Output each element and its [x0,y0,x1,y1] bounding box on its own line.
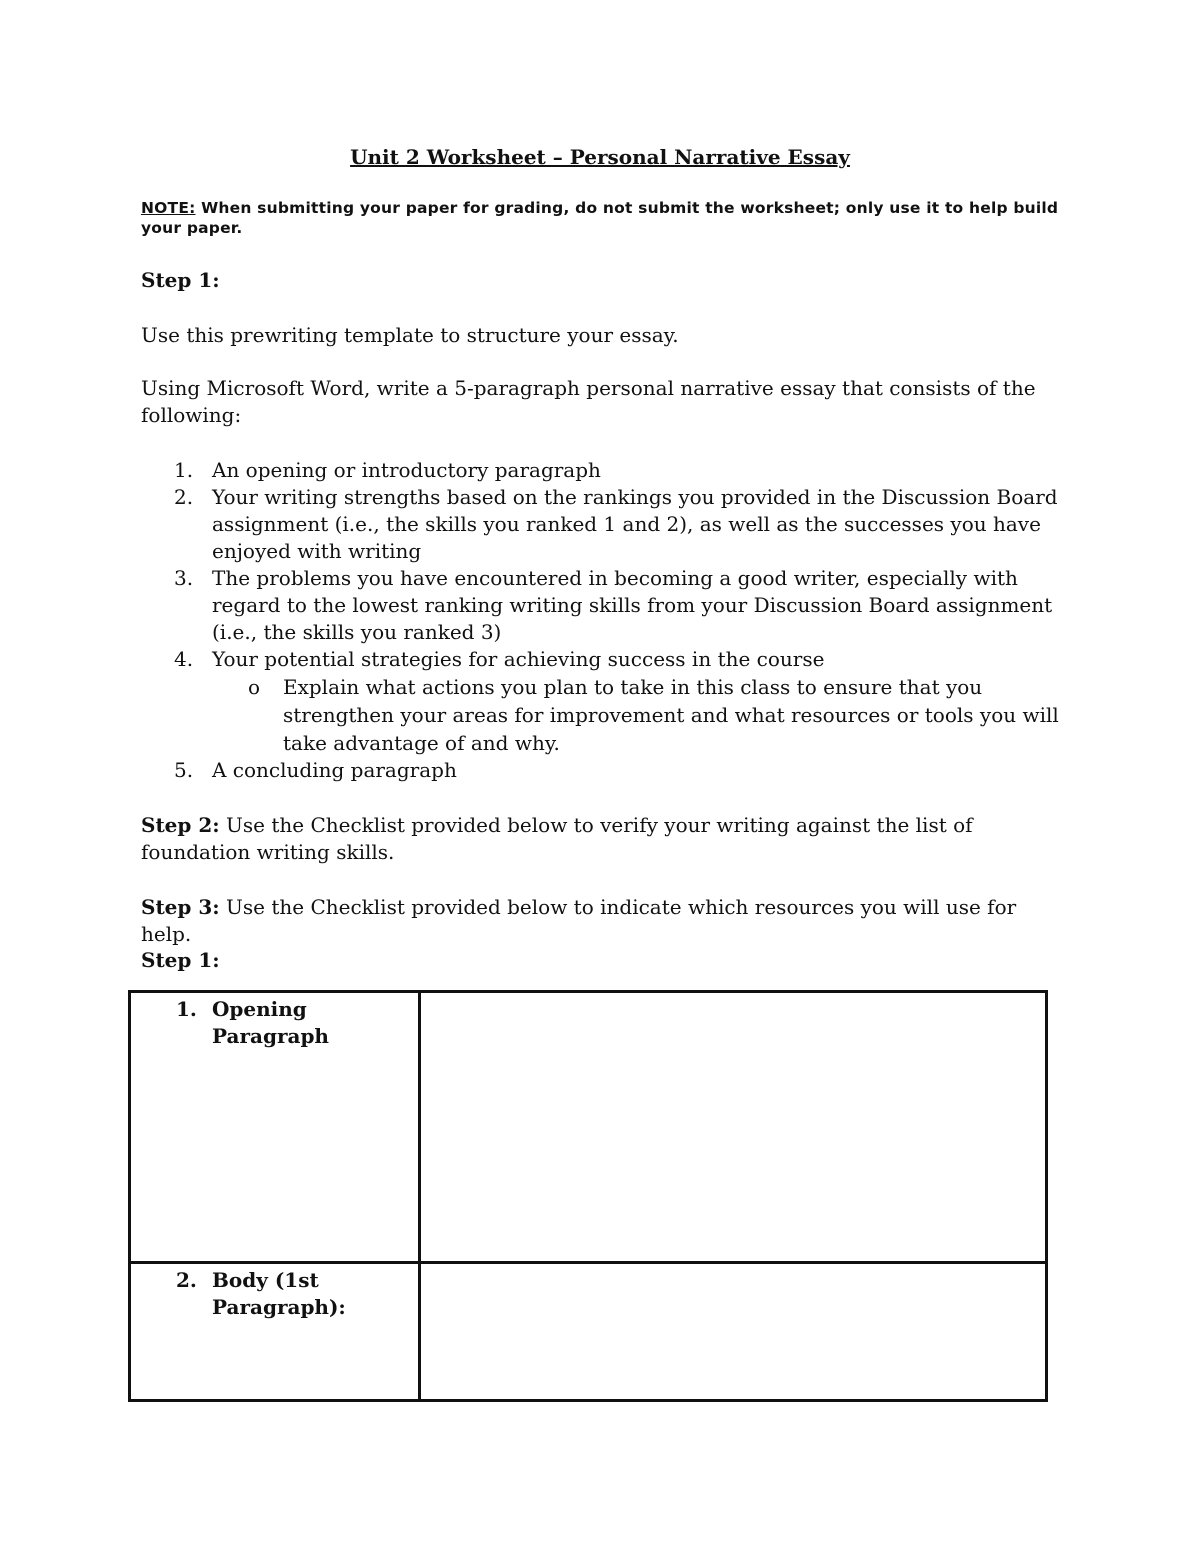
list-text: Your writing strengths based on the rankings you provided in the Discussion Board assignment (i.e., the skills you ranked 1 and 2), as well as the successes you have enjoyed with writing [212,485,1058,563]
sub-bullet: o [248,675,261,699]
step-one-heading: Step 1: [141,268,220,292]
strategy-sub-item [212,673,1071,757]
list-item [141,457,1071,484]
table-row-label: Body (1st Paragraph): [212,1268,346,1319]
note-text: When submitting your paper for grading, do not submit the worksheet; only use it to help build your paper. [141,199,1059,237]
list-text: A concluding paragraph [212,758,457,782]
list-item [141,565,1071,646]
table-row-number: 2. [176,1268,197,1292]
list-text: An opening or introductory paragraph [212,458,601,482]
note-label: NOTE: [141,199,196,217]
list-item [141,646,1071,673]
list-number: 1. [174,458,194,482]
prewriting-template-table [128,990,1048,1402]
list-text: Your potential strategies for achieving success in the course [212,647,825,671]
step-two-text: Use the Checklist provided below to verify your writing against the list of foundation writing skills. [141,813,973,864]
prewriting-instruction: Use this prewriting template to structure your essay. [141,323,679,347]
submission-note [141,198,1071,238]
list-number: 5. [174,758,194,782]
worksheet-title: Unit 2 Worksheet – Personal Narrative Essay [350,145,850,169]
essay-intro-instruction: Using Microsoft Word, write a 5-paragraph personal narrative essay that consists of the following: [141,376,1036,427]
opening-paragraph-response-cell[interactable] [421,993,1045,1261]
list-number: 2. [174,485,194,509]
table-label-cell [131,1264,421,1399]
body-first-paragraph-response-cell[interactable] [421,1264,1045,1399]
table-row-label: Opening Paragraph [212,997,329,1048]
list-item [141,484,1071,565]
essay-content-list [141,457,1071,784]
sub-item-text: Explain what actions you plan to take in this class to ensure that you strengthen your areas for improvement and what resources or tools you will take advantage of and why. [283,675,1059,755]
step-three-label: Step 3: [141,895,220,919]
list-item [141,757,1071,784]
list-number: 3. [174,566,194,590]
step-one-repeat-heading: Step 1: [141,948,220,972]
step-three-instruction [141,894,1061,948]
step-three-text: Use the Checklist provided below to indicate which resources you will use for help. [141,895,1017,946]
step-two-instruction [141,812,1061,866]
list-number: 4. [174,647,194,671]
table-row-number: 1. [176,997,197,1021]
list-text: The problems you have encountered in becoming a good writer, especially with regard to the lowest ranking writing skills from your Discussion Board assignment (i.e., the skills you ranked 3) [212,566,1053,644]
table-row [131,993,1045,1264]
table-label-cell [131,993,421,1261]
table-row [131,1264,1045,1399]
step-two-label: Step 2: [141,813,220,837]
